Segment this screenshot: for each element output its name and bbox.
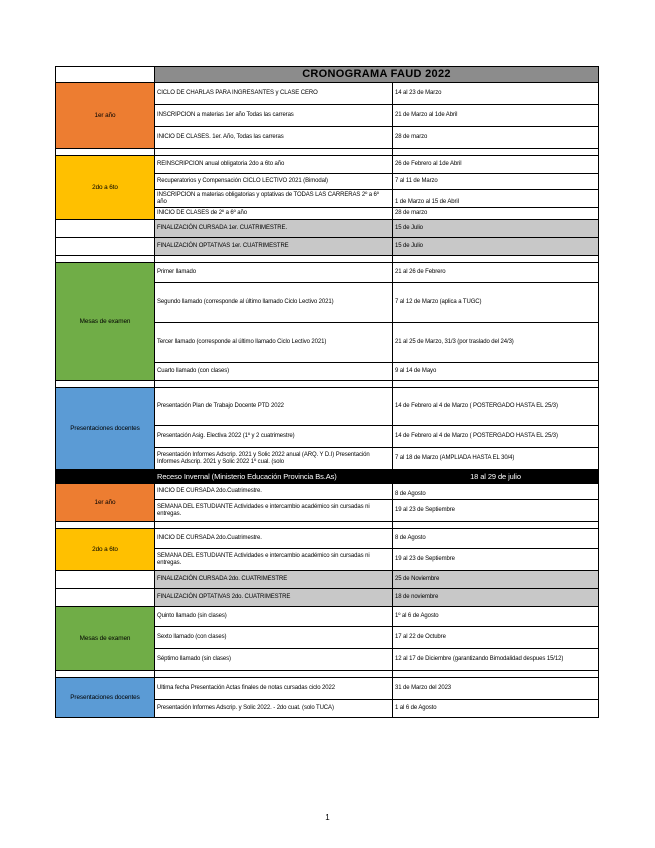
date-cell: 12 al 17 de Diciembre (garantizando Bimodalidad despues 15/12) (393, 649, 599, 671)
date-cell: 28 de marzo (393, 208, 599, 220)
activity-cell: Cuarto llamado (con clases) (155, 363, 393, 381)
activity-cell: Presentación Plan de Trabajo Docente PTD 2022 (155, 388, 393, 426)
spacer-cell (393, 381, 599, 388)
date-cell: 14 al 23 de Marzo (393, 83, 599, 105)
empty-category-cell (56, 589, 155, 607)
category-exams: Mesas de examen (56, 607, 155, 671)
spacer-cell (56, 522, 155, 529)
date-cell: 7 al 12 de Marzo (aplica a TUGC) (393, 283, 599, 323)
date-cell: 8 de Agosto (393, 484, 599, 500)
date-cell: 31 de Marzo del 2023 (393, 678, 599, 700)
activity-cell: Presentación Informes Adscrip. y Solic 2022. - 2do cuat. (solo TUCA) (155, 700, 393, 718)
schedule-table (55, 66, 599, 718)
category-first-year: 1er año (56, 83, 155, 149)
activity-cell: Primer llamado (155, 263, 393, 283)
date-cell: 21 al 25 de Marzo, 31/3 (por traslado del 24/3) (393, 323, 599, 363)
empty-category-cell (56, 238, 155, 256)
page-number: 1 (325, 813, 330, 822)
spacer-cell (393, 149, 599, 156)
recess-label: Receso Invernal (Ministerio Educación Provincia Bs.As) (155, 470, 393, 484)
activity-cell: FINALIZACIÓN CURSADA 1er. CUATRIMESTRE. (155, 220, 393, 238)
empty-category-cell (56, 571, 155, 589)
activity-cell: Quinto llamado (sin clases) (155, 607, 393, 627)
date-cell: 21 de Marzo al 1de Abril (393, 105, 599, 127)
date-cell: 25 de Noviembre (393, 571, 599, 589)
date-cell: 15 de Julio (393, 238, 599, 256)
activity-cell: SEMANA DEL ESTUDIANTE Actividades e intercambio académico sin cursadas ni entregas. (155, 549, 393, 571)
date-cell: 1º al 6 de Agosto (393, 607, 599, 627)
date-cell: 19 al 23 de Septiembre (393, 500, 599, 522)
spacer-cell (56, 149, 155, 156)
activity-cell: Sexto llamado (con clases) (155, 627, 393, 649)
activity-cell: FINALIZACIÓN OPTATIVAS 2do. CUATRIMESTRE (155, 589, 393, 607)
spacer-cell (56, 256, 155, 263)
activity-cell: Ultima fecha Presentación Actas finales de notas cursadas ciclo 2022 (155, 678, 393, 700)
date-cell: 18 de noviembre (393, 589, 599, 607)
date-cell: 8 de Agosto (393, 529, 599, 549)
activity-cell: REINSCRIPCION anual obligatoria 2do a 6to año (155, 156, 393, 174)
activity-cell: Séptimo llamado (sin clases) (155, 649, 393, 671)
activity-cell: Tercer llamado (corresponde al último llamado Ciclo Lectivo 2021) (155, 323, 393, 363)
category-exams: Mesas de examen (56, 263, 155, 381)
date-cell: 28 de marzo (393, 127, 599, 149)
date-cell: 9 al 14 de Mayo (393, 363, 599, 381)
empty-header-cell (56, 67, 155, 83)
spacer-cell (155, 522, 393, 529)
spacer-cell (155, 149, 393, 156)
category-first-year: 1er año (56, 484, 155, 522)
activity-cell: Presentación Asig. Electiva 2022 (1º y 2 cuatrimestre) (155, 426, 393, 448)
category-second-to-sixth: 2do a 6to (56, 156, 155, 220)
empty-category-cell (56, 220, 155, 238)
spacer-cell (393, 522, 599, 529)
spacer-cell (393, 256, 599, 263)
date-cell: 26 de Febrero al 1de Abril (393, 156, 599, 174)
spacer-cell (56, 381, 155, 388)
date-cell: 7 al 11 de Marzo (393, 174, 599, 190)
activity-cell: Segundo llamado (corresponde al último llamado Ciclo Lectivo 2021) (155, 283, 393, 323)
activity-cell: Recuperatorios y Compensación CICLO LECTIVO 2021 (Bimodal) (155, 174, 393, 190)
activity-cell: INSCRIPCION a materias obligatorias y optativas de TODAS LAS CARRERAS 2º a 6º año (155, 190, 393, 208)
date-cell: 1 al 6 de Agosto (393, 700, 599, 718)
spacer-cell (155, 256, 393, 263)
recess-empty-cell (56, 470, 155, 484)
date-cell: 14 de Febrero al 4 de Marzo ( POSTERGADO HASTA EL 25/3) (393, 426, 599, 448)
activity-cell: INICIO DE CURSADA 2do.Cuatrimestre. (155, 529, 393, 549)
activity-cell: FINALIZACIÓN CURSADA 2do. CUATRIMESTRE (155, 571, 393, 589)
spacer-cell (56, 671, 155, 678)
activity-cell: INSCRIPCION a materias 1er año Todas las carreras (155, 105, 393, 127)
date-cell: 1 de Marzo al 15 de Abril (393, 190, 599, 208)
date-cell: 14 de Febrero al 4 de Marzo ( POSTERGADO HASTA EL 25/3) (393, 388, 599, 426)
date-cell: 21 al 26 de Febrero (393, 263, 599, 283)
activity-cell: INICIO DE CLASES de 2º a 6º año (155, 208, 393, 220)
page-title: CRONOGRAMA FAUD 2022 (155, 67, 599, 83)
category-second-to-sixth: 2do a 6to (56, 529, 155, 571)
spacer-cell (155, 671, 393, 678)
date-cell: 19 al 23 de Septiembre (393, 549, 599, 571)
date-cell: 15 de Julio (393, 220, 599, 238)
activity-cell: Presentación Informes Adscrip. 2021 y Solic 2022 anual (ARQ. Y D.I) Presentación Informes Adscrip. 2021 y Solic 2022 1º cual. (solo (155, 448, 393, 470)
date-cell: 7 al 18 de Marzo (AMPLIADA HASTA EL 30/4) (393, 448, 599, 470)
spacer-cell (393, 671, 599, 678)
schedule-sheet (55, 66, 598, 718)
activity-cell: INICIO DE CURSADA 2do.Cuatrimestre. (155, 484, 393, 500)
date-cell: 17 al 22 de Octubre (393, 627, 599, 649)
category-teacher-submissions: Presentaciones docentes (56, 678, 155, 718)
activity-cell: INICIO DE CLASES. 1er. Año, Todas las carreras (155, 127, 393, 149)
recess-date: 18 al 29 de julio (393, 470, 599, 484)
activity-cell: SEMANA DEL ESTUDIANTE Actividades e intercambio académico sin cursadas ni entregas. (155, 500, 393, 522)
activity-cell: FINALIZACIÓN OPTATIVAS 1er. CUATRIMESTRE (155, 238, 393, 256)
spacer-cell (155, 381, 393, 388)
category-teacher-submissions: Presentaciones docentes (56, 388, 155, 470)
activity-cell: CICLO DE CHARLAS PARA INGRESANTES y CLASE CERO (155, 83, 393, 105)
